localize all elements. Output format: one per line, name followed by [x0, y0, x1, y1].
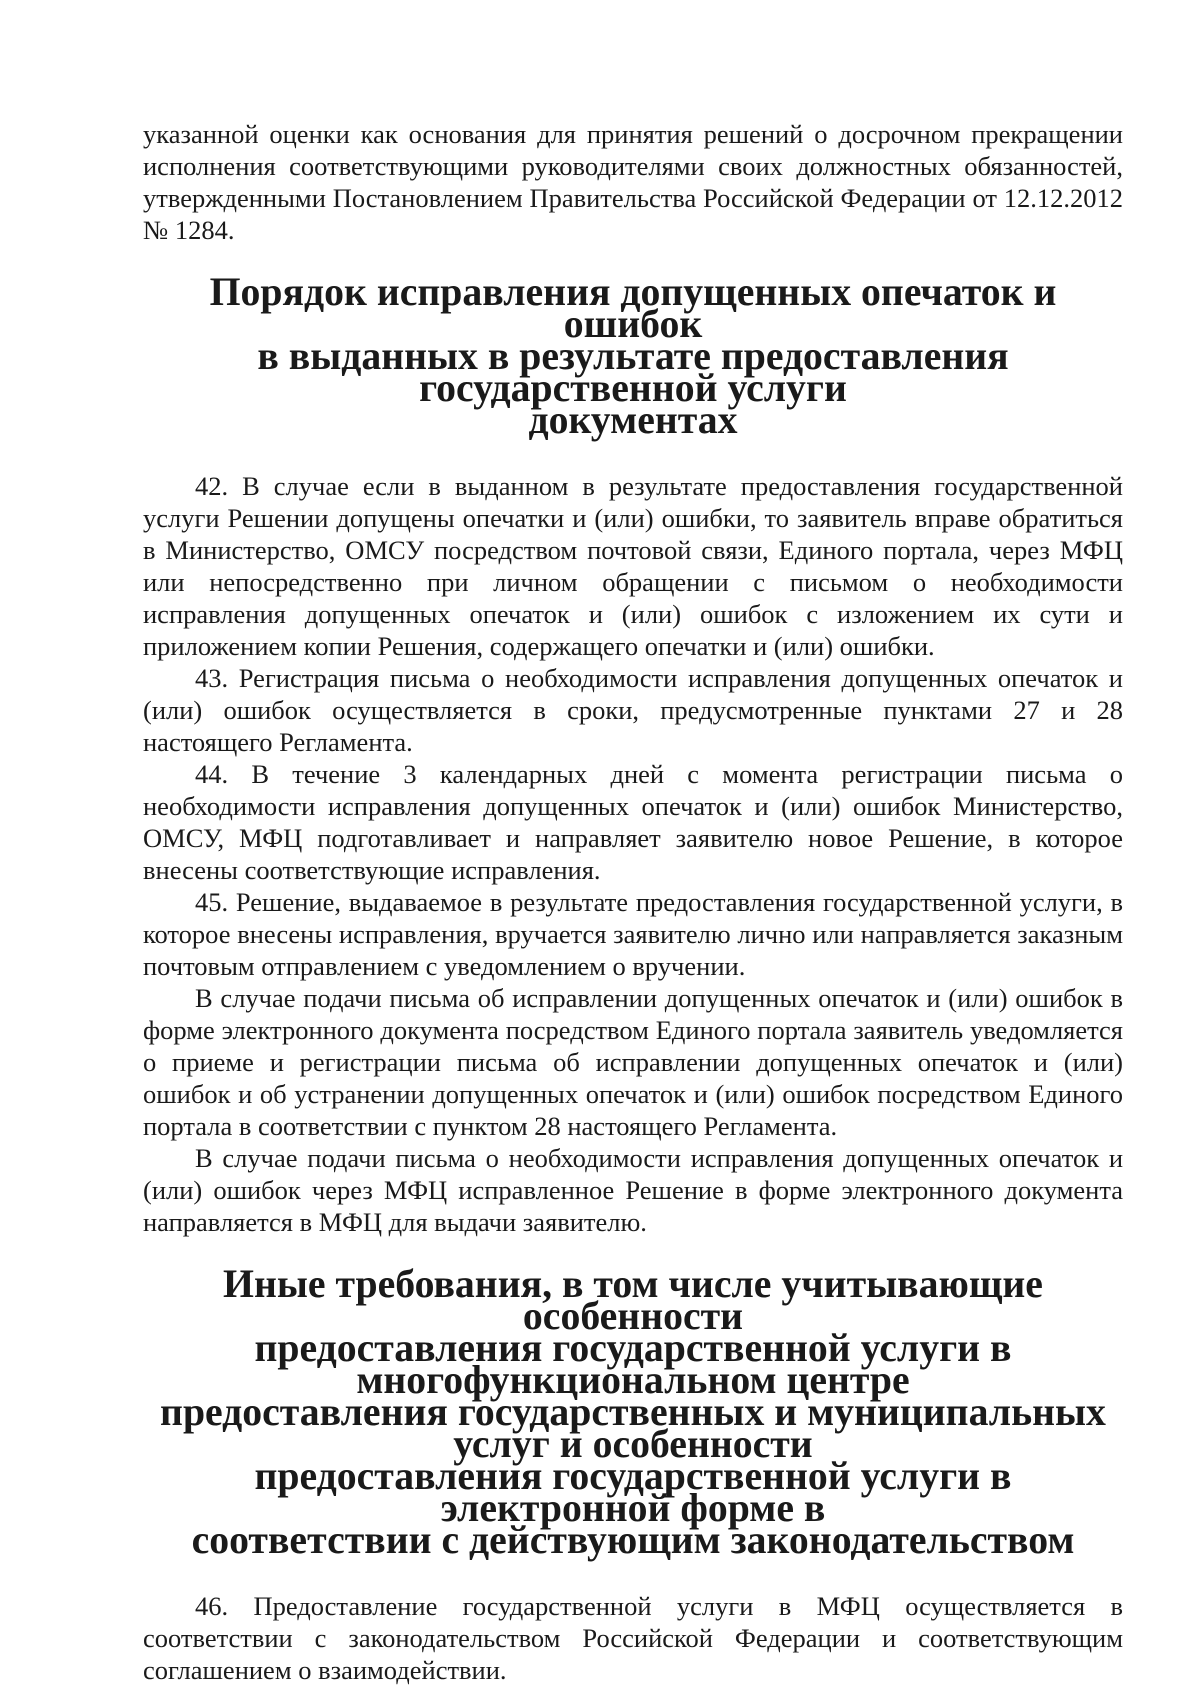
heading-line: Иные требования, в том числе учитывающие особенности — [223, 1262, 1043, 1338]
paragraph-46: 46. Предоставление государственной услуги в МФЦ осуществляется в соответствии с законодательством Российской Федерации и соответствующим соглашением о взаимодействии. — [143, 1591, 1123, 1685]
paragraph-45-mfc: В случае подачи письма о необходимости исправления допущенных опечаток и (или) ошибок через МФЦ исправленное Решение в форме электронного документа направляется в МФЦ для выдачи заявителю. — [143, 1143, 1123, 1237]
heading-line: предоставления государственной услуги в многофункциональном центре — [254, 1326, 1012, 1402]
document-page — [143, 118, 1123, 1686]
paragraph-45: 45. Решение, выдаваемое в результате предоставления государственной услуги, в которое внесены исправления, вручается заявителю лично или направляется заказным почтовым отправлением с уведомлением о вручении. — [143, 887, 1123, 981]
paragraph-42: 42. В случае если в выданном в результате предоставления государственной услуги Решении допущены опечатки и (или) ошибки, то заявитель вправе обратиться в Министерство, ОМСУ посредством почтовой связи, Единого портала, через МФЦ или непосредственно при личном обращении с письмом о необходимости исправления допущенных опечаток и (или) ошибок с изложением их сути и приложением копии Решения, содержащего опечатки и (или) ошибки. — [143, 471, 1123, 661]
heading-line: соответствии с действующим законодательством — [191, 1518, 1075, 1562]
section-heading-corrections — [143, 270, 1123, 442]
heading-line: в выданных в результате предоставления государственной услуги — [257, 334, 1009, 410]
heading-line: Порядок исправления допущенных опечаток и ошибок — [209, 270, 1057, 346]
intro-paragraph: указанной оценки как основания для принятия решений о досрочном прекращении исполнения соответствующими руководителями своих должностных обязанностей, утвержденными Постановлением Правительства Российской Федерации от 12.12.2012 № 1284. — [143, 119, 1123, 245]
paragraph-44: 44. В течение 3 календарных дней с момента регистрации письма о необходимости исправления допущенных опечаток и (или) ошибок Министерство, ОМСУ, МФЦ подготавливает и направляет заявителю новое Решение, в которое внесены соответствующие исправления. — [143, 759, 1123, 885]
heading-line: предоставления государственной услуги в электронной форме в — [254, 1454, 1012, 1530]
heading-line: документах — [528, 398, 738, 442]
section-heading-other-requirements — [143, 1262, 1123, 1562]
paragraph-45-electronic: В случае подачи письма об исправлении допущенных опечаток и (или) ошибок в форме электронного документа посредством Единого портала заявитель уведомляется о приеме и регистрации письма об исправлении допущенных опечаток и (или) ошибок и об устранении допущенных опечаток и (или) ошибок посредством Единого портала в соответствии с пунктом 28 настоящего Регламента. — [143, 983, 1123, 1141]
paragraph-43: 43. Регистрация письма о необходимости исправления допущенных опечаток и (или) ошибок осуществляется в сроки, предусмотренные пунктами 27 и 28 настоящего Регламента. — [143, 663, 1123, 757]
heading-line: предоставления государственных и муниципальных услуг и особенности — [160, 1390, 1106, 1466]
